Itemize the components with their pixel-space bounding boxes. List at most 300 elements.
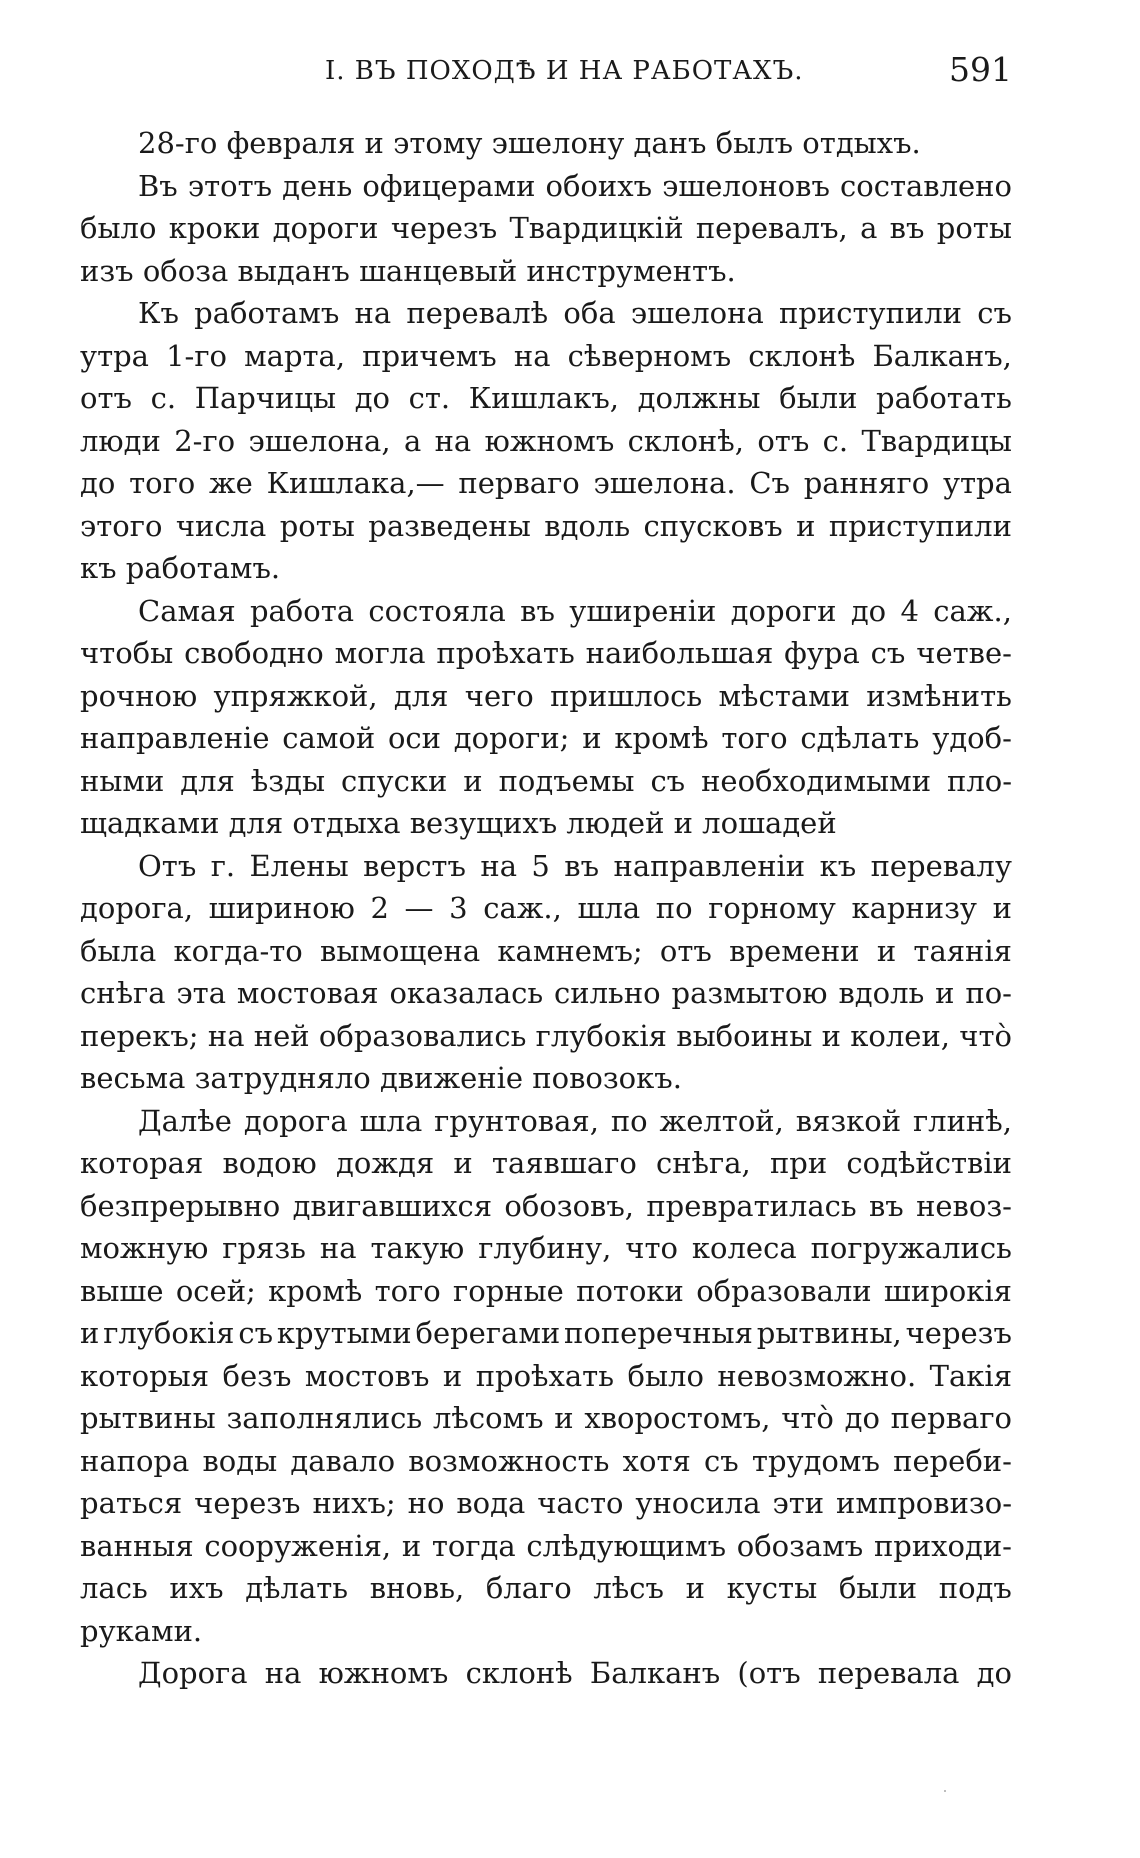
word: 2 [370,891,389,925]
word: перевала [817,1656,960,1690]
word: на [434,423,472,458]
word: дождя [336,1146,435,1180]
word: для [180,763,235,798]
word: вымощена [320,933,481,968]
word: и [992,891,1012,925]
word: мостовъ [304,1358,430,1393]
word: лась [80,1571,148,1605]
word: лѣсомъ [432,1401,544,1435]
word: превратилась [646,1188,857,1223]
word: утра [942,466,1012,500]
word: дороги [730,593,837,628]
word: работа [249,593,355,628]
page-header [80,50,1012,100]
page-number: 591 [949,50,1012,89]
word: склонѣ, [627,423,744,458]
word: напора [80,1443,190,1478]
word: кромѣ [614,721,709,755]
word: наибольшая [585,636,774,670]
text-line [80,1312,1012,1355]
word: Парчицы [194,381,337,415]
word: эшелона [630,296,764,330]
word: спусковъ [643,508,783,543]
text-line [80,930,1012,973]
word: до [976,1656,1012,1690]
word: перекъ; [80,1018,199,1053]
word: хотя [622,1443,691,1478]
word: глинѣ, [912,1103,1012,1138]
word: и [582,721,602,755]
word: кромѣ [268,1273,363,1308]
word: 4 [900,593,919,628]
word: измѣнить [866,678,1012,713]
word: были [838,1571,918,1605]
text-line [80,590,1012,633]
text-line [80,420,1012,463]
text-line [80,972,1012,1015]
word: по [655,891,693,925]
word: глубину, [478,1231,612,1265]
word: ст. [408,381,451,415]
word: вода [456,1486,526,1520]
word: фура [784,636,860,670]
word: были [779,381,858,415]
word: уносила [635,1486,761,1520]
body-text [80,122,1012,1695]
word: мостовая [236,976,379,1010]
word: на [480,848,517,883]
word: дороги; [453,721,570,755]
word: того [374,1273,441,1308]
word: верстъ [363,848,466,883]
word: но [407,1486,445,1520]
word: офицерами [362,168,536,203]
word: вновь, [369,1571,465,1605]
word: необходимыми [701,763,932,798]
word: вязкой [795,1103,902,1138]
word: поперечныя [564,1316,753,1350]
word: саж., [933,593,1012,628]
word: приходи- [873,1528,1012,1563]
text-line [80,1652,1012,1695]
word: и [401,1528,422,1563]
text-line [80,1015,1012,1058]
word: числа [175,508,267,543]
word: а [860,211,878,245]
word: и [796,508,816,543]
word: лѣсъ [593,1571,664,1605]
word: невозможно. [717,1358,917,1393]
text-line [80,717,1012,760]
word: и [554,1401,574,1435]
word: дѣлать [245,1571,349,1605]
word: перваго [890,1401,1012,1435]
word: перваго [458,466,580,500]
word: приступили [779,296,962,330]
word: г. [210,848,236,883]
word: направленіи [613,848,806,883]
text-line [80,675,1012,718]
word: эшелоновъ [662,168,830,203]
word: упряжкой, [213,678,378,713]
word: времени [729,933,860,968]
word: кроки [168,211,261,245]
text-line: щадками для отдыха везущихъ людей и лошадей [80,806,837,840]
word: образовали [696,1273,872,1308]
word: хворостомъ, [584,1401,771,1435]
word: же [208,466,253,500]
word: черезъ [905,1316,1012,1350]
word: обоихъ [545,168,653,203]
word: чего [464,678,534,713]
word: до [354,381,391,415]
word: по- [965,976,1012,1010]
word: на [207,1018,245,1053]
word: 5 [531,848,550,883]
word: горные [453,1273,564,1308]
word: потоки [576,1273,684,1308]
word: съ [977,296,1012,330]
word: Елены [249,848,349,883]
word: берегами [415,1316,561,1350]
word: погружались [810,1231,1012,1265]
text-line [80,1270,1012,1313]
text-line [80,760,1012,803]
word: таявшаго [491,1146,637,1180]
word: рытвины, [756,1316,902,1350]
word: дороги [272,211,379,245]
word: ѣзды [250,763,326,798]
text-line: къ работамъ. [80,551,281,585]
text-line [80,1227,1012,1270]
word: ранняго [803,466,930,500]
word: разведены [368,508,531,543]
word: заполнялись [226,1401,423,1435]
word: пло- [946,763,1012,798]
text-line [80,1440,1012,1483]
word: подъемы [498,763,635,798]
word: подъ [938,1571,1012,1605]
word: должны [637,381,761,415]
word: была [80,933,157,968]
word: Отъ [138,848,197,883]
word: и [463,763,483,798]
word: которая [80,1146,204,1180]
word: Кишлака,— [266,466,445,500]
text-line [80,1142,1012,1185]
text-line [80,632,1012,675]
word: (отъ [737,1656,801,1690]
word: Балканъ [589,1656,721,1690]
word: день [282,168,353,203]
word: Къ [138,296,179,330]
text-line: весьма затрудняло движеніе повозокъ. [80,1061,682,1095]
word: часто [537,1486,624,1520]
text-line: изъ обоза выданъ шанцевый инструментъ. [80,253,736,288]
word: сооруженія, [204,1528,392,1563]
word: было [627,1358,704,1393]
word: водою [222,1146,317,1180]
word: до [80,466,116,500]
word: с. [150,381,177,415]
word: того [721,721,788,755]
word: на [354,296,392,330]
word: ными [80,763,165,798]
word: по [610,1103,648,1138]
word: черезъ [390,211,498,245]
word: и [935,976,955,1010]
word: эта [176,976,226,1010]
word: до [844,1401,880,1435]
word: перевалѣ [406,296,549,330]
word: крутыми [276,1316,412,1350]
text-line [80,292,1012,335]
word: и [442,1358,463,1393]
word: мѣстами [718,678,850,713]
word: шла [359,1103,423,1138]
word: къ [819,848,857,883]
word: импровизо- [836,1486,1012,1520]
word: слѣдующимъ [526,1528,727,1563]
word: возможность [408,1443,610,1478]
word: рочною [80,678,198,713]
word: при [769,1146,828,1180]
text-line: 28-го февраля и этому эшелону данъ былъ отдыхъ. [138,126,921,160]
word: снѣга [80,976,166,1010]
word: на [264,1656,302,1690]
word: вдоль [838,976,925,1010]
word: раться [80,1486,183,1520]
word: Далѣе [138,1103,232,1138]
word: рытвины [80,1401,216,1435]
word: горному [708,891,836,925]
word: четве- [916,636,1012,670]
word: 3 [449,891,468,925]
word: проѣхать [475,1358,615,1393]
word: кусты [726,1571,818,1605]
word: воды [202,1443,278,1478]
paper-speck [944,1790,946,1792]
word: шла [577,891,641,925]
word: содѣйствіи [846,1146,1012,1180]
word: работать [876,381,1012,415]
word: двигавшихся [292,1188,493,1223]
word: уширеніи [569,593,717,628]
word: на [319,1231,357,1265]
word: направленіе [80,721,270,755]
word: сѣверномъ [567,338,732,373]
word: глубокія [535,1018,667,1053]
word: работамъ [194,296,340,330]
word: отъ [659,933,712,968]
text-line [80,1185,1012,1228]
word: этотъ [187,168,273,203]
word: Твардицкій [509,211,684,245]
word: въ [889,211,925,245]
word: а [403,423,422,458]
word: Такія [929,1358,1012,1393]
text-line [80,377,1012,420]
word: выбоины [676,1018,813,1053]
word: саж., [483,891,562,925]
word: оба [563,296,616,330]
word: для [393,678,449,713]
word: можную [80,1231,209,1265]
word: нихъ; [312,1486,396,1520]
word: — [404,891,434,925]
word: колеса [691,1231,797,1265]
text-line [80,1525,1012,1568]
word: осей; [175,1273,256,1308]
word: Кишлакъ, [468,381,620,415]
text-line [80,207,1012,250]
word: спуски [340,763,448,798]
word: эти [772,1486,825,1520]
word: проѣхать [436,636,575,670]
word: невоз- [916,1188,1012,1223]
word: ихъ [169,1571,224,1605]
word: карнизу [851,891,977,925]
word: и [453,1146,473,1180]
word: снѣга, [655,1146,751,1180]
word: трудомъ [751,1443,880,1478]
word: отъ [80,381,132,415]
word: 1-го [166,338,227,373]
word: Твардицы [861,423,1012,458]
word: глубокія [103,1316,235,1350]
word: которыя [80,1358,210,1393]
text-line [80,462,1012,505]
word: люди [80,423,161,458]
running-title: I. ВЪ ПОХОДѢ И НА РАБОТАХЪ. [325,56,804,86]
text-line [80,887,1012,930]
word: безпрерывно [80,1188,281,1223]
text-line [80,1397,1012,1440]
word: и [821,1018,841,1053]
word: обозовъ, [504,1188,635,1223]
word: отъ [757,423,810,458]
word: безъ [222,1358,292,1393]
word: что̀ [959,1018,1012,1053]
word: составлено [840,168,1012,203]
word: 2-го [174,423,236,458]
word: въ [520,593,555,628]
word: Балканъ, [872,338,1012,373]
word: съ [650,763,686,798]
text-line [80,1482,1012,1525]
word: что̀ [781,1401,834,1435]
word: выше [80,1273,164,1308]
word: утра [80,338,149,373]
word: перевалъ, [695,211,848,245]
text-line [80,1567,1012,1610]
word: причемъ [362,338,497,373]
word: размытою [671,976,828,1010]
word: могла [334,636,426,670]
word: эшелона. [593,466,736,500]
word: Съ [749,466,790,500]
word: желтой, [659,1103,784,1138]
word: черезъ [194,1486,301,1520]
word: такую [370,1231,465,1265]
word: въ [564,848,600,883]
word: свободно [184,636,324,670]
word: ванныя [80,1528,194,1563]
text-line [80,845,1012,888]
word: и [685,1571,705,1605]
word: сильно [554,976,661,1010]
word: на [513,338,551,373]
word: съ [704,1443,739,1478]
word: съ [238,1316,274,1350]
text-line [80,1100,1012,1143]
word: тогда [431,1528,516,1563]
text-line [80,505,1012,548]
word: дорога [243,1103,348,1138]
word: камнемъ; [497,933,643,968]
word: образовались [318,1018,527,1053]
word: до [850,593,887,628]
word: оказалась [389,976,544,1010]
word: благо [485,1571,572,1605]
word: того [129,466,196,500]
word: колеи, [850,1018,950,1053]
word: что [625,1231,678,1265]
word: когда-то [173,933,303,968]
word: приступили [828,508,1012,543]
word: переби- [893,1443,1012,1478]
word: въ [868,1188,904,1223]
word: Самая [138,593,236,628]
word: марта, [244,338,346,373]
word: роты [279,508,355,543]
word: перевалу [870,848,1012,883]
word: и [80,1316,100,1350]
word: оси [387,721,441,755]
word: таянія [913,933,1012,968]
word: и [876,933,897,968]
word: было [80,211,157,245]
word: дорога, [80,891,194,925]
word: давало [290,1443,396,1478]
word: грязь [222,1231,306,1265]
word: Дорога [138,1656,248,1690]
word: с. [822,423,849,458]
word: широкія [883,1273,1012,1308]
word: чтобы [80,636,174,670]
word: самой [282,721,376,755]
text-line: руками. [80,1613,203,1648]
word: Въ [138,168,178,203]
word: обозамъ [736,1528,864,1563]
word: склонѣ [465,1656,573,1690]
word: съ [870,636,906,670]
word: удоб- [932,721,1012,755]
word: склонѣ [748,338,856,373]
word: эшелона, [248,423,391,458]
text-line [80,1355,1012,1398]
word: состояла [368,593,506,628]
word: ней [253,1018,310,1053]
word: шириною [208,891,355,925]
text-line [80,165,1012,208]
word: пришлось [550,678,703,713]
word: роты [936,211,1012,245]
word: сдѣлать [800,721,920,755]
text-line [80,335,1012,378]
word: южномъ [484,423,615,458]
word: южномъ [318,1656,449,1690]
